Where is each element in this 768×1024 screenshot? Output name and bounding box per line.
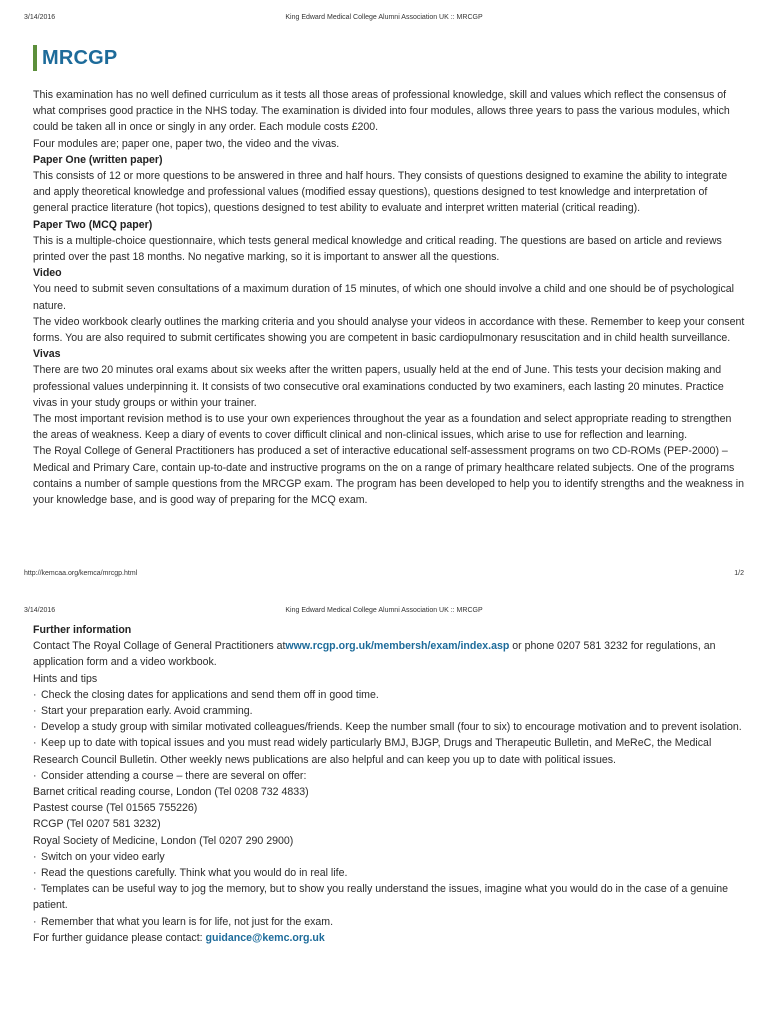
section-heading: Vivas [33,348,61,361]
rcgp-link[interactable]: www.rcgp.org.uk/membersh/exam/index.asp [285,640,510,653]
bullet-icon: · [33,915,37,928]
further-info-heading: Further information [33,624,132,636]
bullet-icon: · [33,705,37,718]
page1-footer [0,570,768,582]
section-paragraph: This is a multiple-choice questionnaire, which tests general medical knowledge and critical reading. The questions are based on article and reviews printed over the past 18 months. No negative marking, so it is important to answer all the questions. [33,234,722,264]
hint-item [33,768,745,784]
section-paragraph: The Royal College of General Practitioners has produced a set of interactive educational self-assessment programs on two CD-ROMs (PEP-2000) – Medical and Primary Care, contain up-to-date and instructive programs on the on a range of primary healthcare related subjects. One of the programs contains a number of sample questions from the MRCGP exam. The program has been developed to help you to identify strengths and the weakness in your knowledge base, and is good way of preparing for the MCQ exam. [33,445,744,507]
page-number: 1/2 [734,570,744,577]
hint-text: Start your preparation early. Avoid cramming. [41,705,253,718]
bullet-icon: · [33,721,37,734]
bullet-icon: · [33,850,37,863]
page-title-block [33,45,117,71]
course-item: RCGP (Tel 0207 581 3232) [33,818,161,831]
course-item: Royal Society of Medicine, London (Tel 0207 290 2900) [33,834,294,847]
page2-content [33,622,745,946]
hint-text: Keep up to date with topical issues and you must read widely particularly BMJ, BJGP, Drugs and Therapeutic Bulletin, and MeReC, the Medical Research Council Bulletin. Other weekly news publications are also helpful and can keep you up to date with political issues. [33,737,712,766]
section-heading: Video [33,267,62,280]
modules-paragraph: Four modules are; paper one, paper two, the video and the vivas. [33,137,340,150]
page1-header [0,14,768,28]
page2-header [0,607,768,621]
section-paragraph: The most important revision method is to use your own experiences throughout the year as a foundation and select appropriate reading to strengthen the areas of weakness. Keep a diary of events to cover difficult clinical and non-clinical issues, which arise to use for reflection and learning. [33,413,732,442]
bullet-icon: · [33,867,37,880]
guidance-prefix: For further guidance please contact: [33,931,206,944]
hint-text: Read the questions carefully. Think what you would do in real life. [41,867,348,880]
hints-heading: Hints and tips [33,672,98,685]
hint-item [33,865,745,881]
guidance-paragraph [33,930,745,946]
contact-suffix: or phone 0207 581 3232 for regulations, an application form and a video workbook. [33,640,716,669]
hint-text: Check the closing dates for applications and send them off in good time. [41,688,379,701]
hint-item [33,703,745,719]
section-paragraph: There are two 20 minutes oral exams about six weeks after the written papers, usually held at the end of June. This tests your decision making and professional values underpinning it. It consists of two consecutive oral examinations conducted by two examiners, each lasting 20 minutes. Practice vivas in your study groups or within your trainer. [33,364,724,409]
intro-paragraph: This examination has no well defined curriculum as it tests all those areas of professional knowledge, skill and values which reflect the consensus of what comprises good practice in the NHS today. The examination is divided into four modules, allows three years to pass the various modules, which could be taken all in once or singly in any order. Each module costs £200. [33,89,730,134]
section-paragraph: You need to submit seven consultations of a maximum duration of 15 minutes, of which one should involve a child and one should be of psychological nature. [33,283,734,312]
page1-header-title: King Edward Medical College Alumni Association UK :: MRCGP [285,14,483,21]
hint-item [33,735,745,767]
contact-prefix: Contact The Royal Collage of General Practitioners at [33,640,286,653]
section-paragraph: This consists of 12 or more questions to be answered in three and half hours. They consists of questions designed to examine the ability to integrate and apply theoretical knowledge and professional values (modified essay questions), questions designed to test knowledge and interpretation of general practice literature (hot topics), questions designed to test ability to evaluate and interpret written material (critical reading). [33,170,728,215]
contact-paragraph [33,638,745,670]
bullet-icon: · [33,737,37,750]
bullet-icon: · [33,769,37,782]
hint-text: Develop a study group with similar motivated colleagues/friends. Keep the number small (four to six) to encourage motivation and to prevent isolation. [41,721,742,734]
hint-item [33,914,745,930]
bullet-icon: · [33,883,37,896]
section-paragraph: The video workbook clearly outlines the marking criteria and you should analyse your videos in accordance with these. Remember to keep your consent forms. You are also required to submit certificates showing you are competent in basic cardiopulmonary resuscitation and in child health surveillance. [33,315,745,345]
section-heading: Paper Two (MCQ paper) [33,218,153,231]
hint-item [33,881,745,913]
page1-content [33,87,745,508]
course-item: Barnet critical reading course, London (Tel 0208 732 4833) [33,786,309,799]
hint-item [33,849,745,865]
hint-text: Templates can be useful way to jog the memory, but to show you really understand the issues, imagine what you would do in the case of a genuine patient. [33,883,729,912]
hint-item [33,687,745,703]
guidance-email-link[interactable]: guidance@kemc.org.uk [205,931,325,944]
course-item: Pastest course (Tel 01565 755226) [33,802,198,815]
hint-item [33,719,745,735]
page2-header-title: King Edward Medical College Alumni Association UK :: MRCGP [285,607,483,614]
page2-date: 3/14/2016 [24,607,56,614]
bullet-icon: · [33,688,37,701]
hint-text: Consider attending a course – there are several on offer: [41,769,307,782]
hint-text: Remember that what you learn is for life, not just for the exam. [41,915,334,928]
hint-text: Switch on your video early [41,850,165,863]
footer-url[interactable]: http://kemcaa.org/kemca/mrcgp.html [24,570,138,577]
section-heading: Paper One (written paper) [33,153,163,166]
page1-date: 3/14/2016 [24,14,56,21]
page-title: MRCGP [42,47,118,69]
